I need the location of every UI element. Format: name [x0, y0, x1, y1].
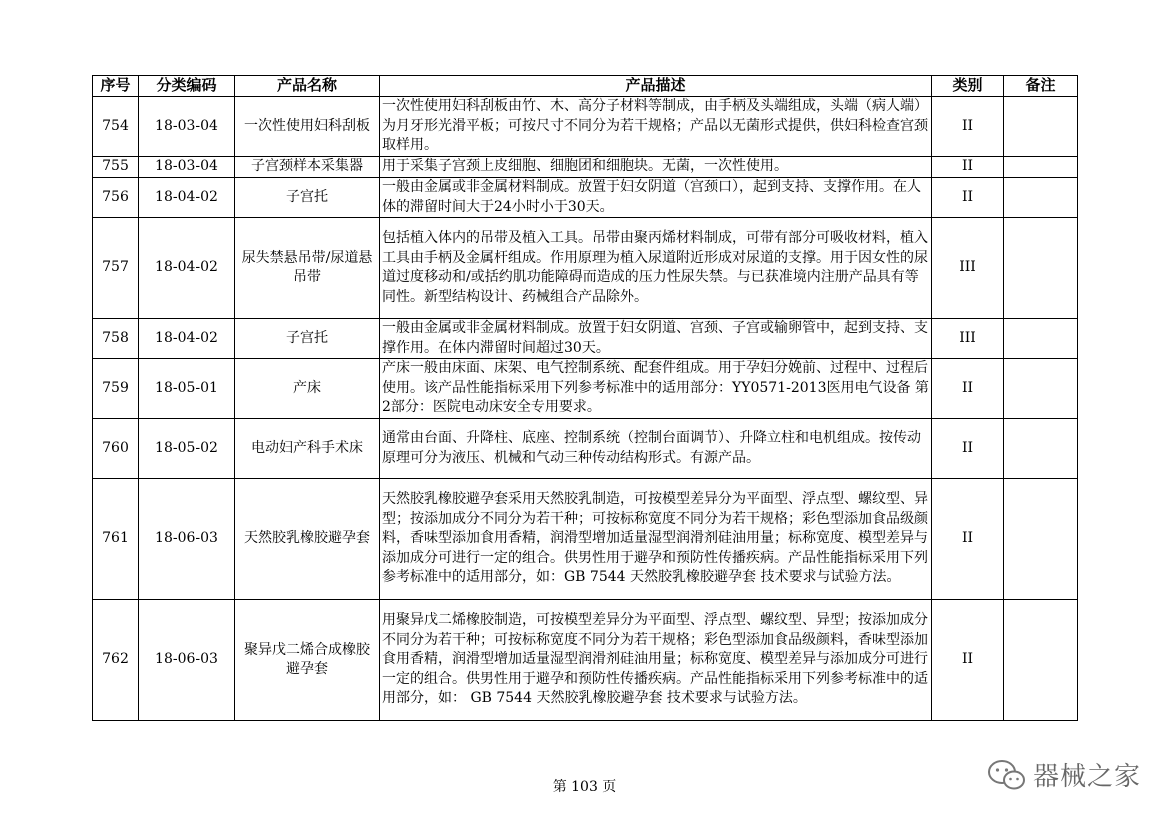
- table-row: [93, 479, 1078, 600]
- cell-code: 18-03-04: [139, 157, 235, 178]
- cell-no: 757: [93, 218, 139, 319]
- cell-description: 一次性使用妇科刮板由竹、木、高分子材料等制成，由手柄及头端组成，头端（病人端）为月牙形光滑平板；可按尺寸不同分为若干规格；产品以无菌形式提供，供妇科检查宫颈取样用。: [380, 97, 932, 157]
- cell-description: 天然胶乳橡胶避孕套采用天然胶乳制造，可按模型差异分为平面型、浮点型、螺纹型、异型；按添加成分不同分为若干种；可按标称宽度不同分为若干规格；彩色型添加食品级颜料，香味型添加食用香精，润滑型增加适量湿型润滑剂硅油用量；标称宽度、模型差异与添加成分可进行一定的组合。供男性用于避孕和预防性传播疾病。产品性能指标采用下列参考标准中的适用部分，如：GB 7544 天然胶乳橡胶避孕套 技术要求与试验方法。: [380, 479, 932, 600]
- cell-name: 电动妇产科手术床: [235, 419, 380, 479]
- cell-code: 18-06-03: [139, 479, 235, 600]
- cell-no: 759: [93, 359, 139, 419]
- cell-no: 754: [93, 97, 139, 157]
- cell-code: 18-03-04: [139, 97, 235, 157]
- cell-class: III: [932, 319, 1004, 359]
- table-row: [93, 600, 1078, 721]
- cell-no: 756: [93, 178, 139, 218]
- cell-description: 用于采集子宫颈上皮细胞、细胞团和细胞块。无菌，一次性使用。: [380, 157, 932, 178]
- cell-class: II: [932, 419, 1004, 479]
- cell-class: II: [932, 359, 1004, 419]
- cell-description: 包括植入体内的吊带及植入工具。吊带由聚丙烯材料制成，可带有部分可吸收材料，植入工具由手柄及金属杆组成。作用原理为植入尿道附近形成对尿道的支撑。用于因女性的尿道过度移动和/或括约肌功能障碍而造成的压力性尿失禁。与已获准境内注册产品具有等同性。新型结构设计、药械组合产品除外。: [380, 218, 932, 319]
- cell-note: [1004, 157, 1078, 178]
- cell-no: 762: [93, 600, 139, 721]
- watermark: [987, 756, 1141, 793]
- cell-class: II: [932, 97, 1004, 157]
- cell-note: [1004, 218, 1078, 319]
- cell-name: 聚异戊二烯合成橡胶避孕套: [235, 600, 380, 721]
- wechat-icon: [987, 758, 1027, 792]
- cell-no: 758: [93, 319, 139, 359]
- cell-description: 通常由台面、升降柱、底座、控制系统（控制台面调节）、升降立柱和电机组成。按传动原理可分为液压、机械和气动三种传动结构形式。有源产品。: [380, 419, 932, 479]
- header-no: 序号: [93, 76, 139, 97]
- page-number: 第 103 页: [552, 779, 617, 795]
- cell-description: 一般由金属或非金属材料制成。放置于妇女阴道（宫颈口），起到支持、支撑作用。在人体的滞留时间大于24小时小于30天。: [380, 178, 932, 218]
- cell-code: 18-05-02: [139, 419, 235, 479]
- cell-code: 18-04-02: [139, 218, 235, 319]
- cell-class: II: [932, 600, 1004, 721]
- cell-note: [1004, 319, 1078, 359]
- cell-class: II: [932, 479, 1004, 600]
- cell-note: [1004, 600, 1078, 721]
- cell-code: 18-06-03: [139, 600, 235, 721]
- cell-name: 天然胶乳橡胶避孕套: [235, 479, 380, 600]
- header-code: 分类编码: [139, 76, 235, 97]
- cell-no: 761: [93, 479, 139, 600]
- cell-note: [1004, 359, 1078, 419]
- cell-name: 子宫颈样本采集器: [235, 157, 380, 178]
- cell-note: [1004, 97, 1078, 157]
- header-name: 产品名称: [235, 76, 380, 97]
- cell-name: 子宫托: [235, 178, 380, 218]
- table-row: [93, 419, 1078, 479]
- table-row: [93, 218, 1078, 319]
- cell-class: III: [932, 218, 1004, 319]
- header-row: [93, 76, 1078, 97]
- cell-code: 18-04-02: [139, 319, 235, 359]
- cell-description: 用聚异戊二烯橡胶制造，可按模型差异分为平面型、浮点型、螺纹型、异型；按添加成分不同分为若干种；可按标称宽度不同分为若干规格；彩色型添加食品级颜料，香味型添加食用香精，润滑型增加适量湿型润滑剂硅油用量；标称宽度、模型差异与添加成分可进行一定的组合。供男性用于避孕和预防性传播疾病。产品性能指标采用下列参考标准中的适用部分，如： GB 7544 天然胶乳橡胶避孕套 技术要求与试验方法。: [380, 600, 932, 721]
- watermark-text: 器械之家: [1032, 762, 1141, 792]
- cell-code: 18-05-01: [139, 359, 235, 419]
- cell-name: 一次性使用妇科刮板: [235, 97, 380, 157]
- table-row: [93, 97, 1078, 157]
- cell-no: 755: [93, 157, 139, 178]
- table-row: [93, 178, 1078, 218]
- cell-name: 尿失禁悬吊带/尿道悬吊带: [235, 218, 380, 319]
- table-row: [93, 157, 1078, 178]
- header-note: 备注: [1004, 76, 1078, 97]
- cell-note: [1004, 479, 1078, 600]
- cell-description: 一般由金属或非金属材料制成。放置于妇女阴道、宫颈、子宫或输卵管中，起到支持、支撑作用。在体内滞留时间超过30天。: [380, 319, 932, 359]
- table-row: [93, 359, 1078, 419]
- cell-code: 18-04-02: [139, 178, 235, 218]
- cell-name: 产床: [235, 359, 380, 419]
- header-description: 产品描述: [380, 76, 932, 97]
- cell-note: [1004, 419, 1078, 479]
- table-row: [93, 319, 1078, 359]
- cell-no: 760: [93, 419, 139, 479]
- cell-name: 子宫托: [235, 319, 380, 359]
- cell-note: [1004, 178, 1078, 218]
- cell-class: II: [932, 157, 1004, 178]
- cell-description: 产床一般由床面、床架、电气控制系统、配套件组成。用于孕妇分娩前、过程中、过程后使用。该产品性能指标采用下列参考标准中的适用部分：YY0571-2013医用电气设备 第2部分：医院电动床安全专用要求。: [380, 359, 932, 419]
- header-class: 类别: [932, 76, 1004, 97]
- catalog-table: [92, 75, 1078, 721]
- cell-class: II: [932, 178, 1004, 218]
